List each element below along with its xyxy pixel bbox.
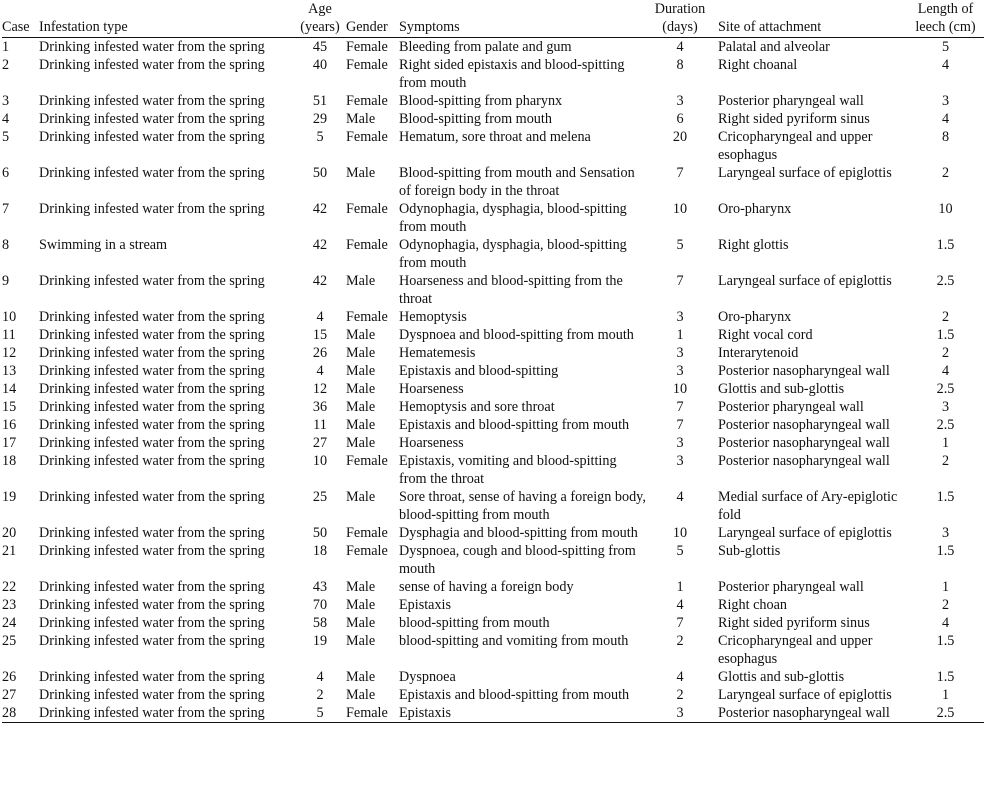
cell-infestation-type: Drinking infested water from the spring [39,309,265,325]
cell-site: Cricopharyngeal and upper esophagus [718,633,873,667]
cell-length: 1 [941,687,950,703]
cell-site: Laryngeal surface of epiglottis [718,273,892,289]
cell-infestation-type: Drinking infested water from the spring [39,669,265,685]
cell-gender: Female [346,543,388,559]
cell-duration: 3 [676,345,684,361]
cell-case: 5 [2,129,10,145]
cell-gender: Male [346,687,376,703]
cell-gender: Male [346,435,376,451]
cell-duration: 1 [676,327,684,343]
cell-gender: Male [346,327,376,343]
cell-length: 1.5 [936,237,955,253]
cell-duration: 10 [672,525,688,541]
cell-case: 16 [2,417,17,433]
cell-case: 27 [2,687,17,703]
cell-length: 1.5 [936,543,955,559]
cell-age: 11 [313,417,327,433]
cell-length: 2 [941,453,950,469]
cell-age: 29 [312,111,328,127]
cell-duration: 20 [672,129,688,145]
cell-case: 13 [2,363,17,379]
cell-gender: Male [346,417,376,433]
cell-duration: 7 [676,417,684,433]
cell-age: 4 [316,669,324,685]
cell-length: 1 [941,435,950,451]
cell-infestation-type: Drinking infested water from the spring [39,453,265,469]
cell-age: 5 [316,705,324,721]
cell-case: 12 [2,345,17,361]
cell-infestation-type: Drinking infested water from the spring [39,705,265,721]
cell-infestation-type: Drinking infested water from the spring [39,129,265,145]
cell-age: 40 [312,57,328,73]
header-length: Length of leech (cm) [915,1,976,35]
cell-site: Laryngeal surface of epiglottis [718,525,892,541]
cell-symptoms: Epistaxis, vomiting and blood-spitting from the throat [399,453,617,487]
cell-duration: 6 [676,111,684,127]
cell-length: 2.5 [936,417,955,433]
cell-symptoms: Dysphagia and blood-spitting from mouth [399,525,638,541]
cell-age: 27 [312,435,328,451]
cell-length: 1.5 [936,669,955,685]
cell-duration: 3 [676,453,684,469]
header-gender: Gender [346,19,388,35]
cell-gender: Female [346,39,388,55]
cell-gender: Male [346,273,376,289]
cell-site: Glottis and sub-glottis [718,669,845,685]
cell-gender: Female [346,453,388,469]
cell-infestation-type: Drinking infested water from the spring [39,417,265,433]
cell-infestation-type: Drinking infested water from the spring [39,381,265,397]
cell-infestation-type: Drinking infested water from the spring [39,399,265,415]
cell-site: Posterior pharyngeal wall [718,93,864,109]
cell-age: 5 [316,129,324,145]
cell-symptoms: Hematemesis [399,345,476,361]
cell-length: 10 [938,201,953,217]
cell-case: 15 [2,399,17,415]
cell-age: 50 [312,165,328,181]
cell-infestation-type: Drinking infested water from the spring [39,39,265,55]
cell-symptoms: Hemoptysis and sore throat [399,399,555,415]
cell-infestation-type: Drinking infested water from the spring [39,597,265,613]
cell-gender: Male [346,381,376,397]
cell-length: 2.5 [936,381,955,397]
cell-infestation-type: Drinking infested water from the spring [39,615,265,631]
cell-age: 42 [312,237,328,253]
cell-case: 2 [2,57,10,73]
cell-case: 20 [2,525,17,541]
cell-length: 2.5 [936,273,955,289]
table-row [2,128,984,164]
cell-site: Posterior pharyngeal wall [718,579,864,595]
cell-gender: Female [346,237,388,253]
cell-site: Cricopharyngeal and upper esophagus [718,129,873,163]
table-row [2,452,984,488]
cell-site: Posterior nasopharyngeal wall [718,363,890,379]
cell-duration: 10 [672,201,688,217]
table-header [2,0,984,38]
cell-length: 2 [941,165,950,181]
cell-length: 8 [941,129,950,145]
cell-symptoms: Dyspnoea, cough and blood-spitting from mouth [399,543,636,577]
table-row [2,668,984,686]
cell-symptoms: Epistaxis [399,597,452,613]
cell-infestation-type: Swimming in a stream [39,237,168,253]
table-row [2,596,984,614]
cell-length: 4 [941,615,950,631]
cell-age: 2 [316,687,324,703]
cell-gender: Male [346,399,376,415]
cell-duration: 3 [676,435,684,451]
cell-infestation-type: Drinking infested water from the spring [39,273,265,289]
cell-age: 15 [312,327,328,343]
cell-age: 25 [312,489,328,505]
table-row [2,578,984,596]
cell-length: 1 [941,579,950,595]
table-row [2,416,984,434]
cell-infestation-type: Drinking infested water from the spring [39,687,265,703]
cell-duration: 4 [676,489,684,505]
cell-case: 17 [2,435,17,451]
cell-symptoms: Blood-spitting from pharynx [399,93,563,109]
cell-gender: Male [346,615,376,631]
cell-case: 1 [2,39,10,55]
cell-infestation-type: Drinking infested water from the spring [39,345,265,361]
cell-symptoms: Epistaxis and blood-spitting from mouth [399,687,630,703]
cell-gender: Female [346,93,388,109]
cell-length: 1.5 [936,327,955,343]
cell-gender: Male [346,165,376,181]
cell-gender: Female [346,201,388,217]
table-row [2,362,984,380]
cell-length: 2.5 [936,705,955,721]
cell-symptoms: Blood-spitting from mouth [399,111,552,127]
cell-age: 42 [312,273,328,289]
cell-infestation-type: Drinking infested water from the spring [39,525,265,541]
cell-site: Right sided pyriform sinus [718,111,870,127]
cell-infestation-type: Drinking infested water from the spring [39,327,265,343]
cell-site: Interarytenoid [718,345,799,361]
table-row [2,308,984,326]
cell-case: 23 [2,597,17,613]
cell-symptoms: Epistaxis and blood-spitting [399,363,559,379]
cell-age: 4 [316,309,324,325]
cell-duration: 10 [672,381,688,397]
cell-infestation-type: Drinking infested water from the spring [39,363,265,379]
cell-site: Right choan [718,597,787,613]
cell-symptoms: Hematum, sore throat and melena [399,129,591,145]
cell-infestation-type: Drinking infested water from the spring [39,489,265,505]
cell-case: 22 [2,579,17,595]
cell-site: Posterior nasopharyngeal wall [718,453,890,469]
cell-length: 4 [941,57,950,73]
cell-age: 45 [312,39,328,55]
cell-symptoms: blood-spitting and vomiting from mouth [399,633,629,649]
cell-infestation-type: Drinking infested water from the spring [39,165,265,181]
cell-case: 26 [2,669,17,685]
cell-symptoms: Hoarseness and blood-spitting from the throat [399,273,623,307]
cell-case: 10 [2,309,17,325]
cell-symptoms: Right sided epistaxis and blood-spitting from mouth [399,57,625,91]
table-row [2,164,984,200]
cell-case: 19 [2,489,17,505]
cell-site: Medial surface of Ary-epiglotic fold [718,489,898,523]
cell-duration: 3 [676,309,684,325]
cell-site: Oro-pharynx [718,201,792,217]
cell-site: Right sided pyriform sinus [718,615,870,631]
cell-age: 26 [312,345,328,361]
cell-length: 3 [941,399,950,415]
cell-duration: 8 [676,57,684,73]
cell-age: 19 [312,633,328,649]
cell-site: Right glottis [718,237,789,253]
cell-gender: Male [346,633,376,649]
cell-duration: 4 [676,669,684,685]
header-row [2,0,984,38]
table-row [2,398,984,416]
cell-infestation-type: Drinking infested water from the spring [39,435,265,451]
cell-gender: Male [346,345,376,361]
header-symptoms: Symptoms [399,19,460,35]
cell-case: 18 [2,453,17,469]
cell-duration: 7 [676,615,684,631]
cell-length: 2 [941,597,950,613]
cell-case: 24 [2,615,17,631]
cell-symptoms: Hoarseness [399,381,464,397]
cell-infestation-type: Drinking infested water from the spring [39,579,265,595]
table-row [2,524,984,542]
cell-symptoms: Odynophagia, dysphagia, blood-spitting from mouth [399,237,627,271]
cell-gender: Female [346,309,388,325]
cell-age: 18 [312,543,328,559]
cell-gender: Male [346,489,376,505]
cell-symptoms: Epistaxis [399,705,452,721]
cell-age: 36 [312,399,328,415]
table-row [2,236,984,272]
cell-site: Sub-glottis [718,543,781,559]
table-row [2,704,984,723]
cell-symptoms: Blood-spitting from mouth and Sensation of foreign body in the throat [399,165,635,199]
cell-site: Palatal and alveolar [718,39,830,55]
cell-site: Laryngeal surface of epiglottis [718,165,892,181]
cell-site: Laryngeal surface of epiglottis [718,687,892,703]
cell-gender: Male [346,363,376,379]
table-row [2,686,984,704]
cell-site: Posterior nasopharyngeal wall [718,435,890,451]
cell-length: 4 [941,111,950,127]
cell-symptoms: blood-spitting from mouth [399,615,550,631]
cell-duration: 2 [676,633,684,649]
cell-length: 2 [941,345,950,361]
table-row [2,200,984,236]
cell-case: 25 [2,633,17,649]
cell-case: 4 [2,111,10,127]
cell-symptoms: Epistaxis and blood-spitting from mouth [399,417,630,433]
cell-length: 3 [941,93,950,109]
cell-duration: 2 [676,687,684,703]
table-row [2,92,984,110]
cell-symptoms: Dyspnoea and blood-spitting from mouth [399,327,634,343]
cell-duration: 5 [676,237,684,253]
cell-length: 3 [941,525,950,541]
table-row [2,434,984,452]
cell-gender: Female [346,129,388,145]
cell-site: Posterior nasopharyngeal wall [718,417,890,433]
cell-age: 50 [312,525,328,541]
cell-duration: 3 [676,93,684,109]
cell-infestation-type: Drinking infested water from the spring [39,93,265,109]
cell-duration: 7 [676,273,684,289]
cell-gender: Female [346,525,388,541]
header-case: Case [2,19,30,35]
cell-infestation-type: Drinking infested water from the spring [39,201,265,217]
table-row [2,614,984,632]
table-row [2,56,984,92]
cell-symptoms: Hoarseness [399,435,464,451]
cell-age: 10 [312,453,328,469]
cell-site: Oro-pharynx [718,309,792,325]
cell-duration: 4 [676,39,684,55]
cell-length: 4 [941,363,950,379]
cell-site: Right vocal cord [718,327,813,343]
cell-case: 3 [2,93,10,109]
cell-infestation-type: Drinking infested water from the spring [39,111,265,127]
cell-gender: Male [346,579,376,595]
cell-symptoms: Hemoptysis [399,309,467,325]
cell-gender: Female [346,705,388,721]
cell-site: Posterior pharyngeal wall [718,399,864,415]
cell-symptoms: Dyspnoea [399,669,456,685]
cell-duration: 7 [676,399,684,415]
cell-age: 58 [312,615,328,631]
table-row [2,488,984,524]
cell-infestation-type: Drinking infested water from the spring [39,57,265,73]
table-row [2,38,984,57]
cell-site: Glottis and sub-glottis [718,381,845,397]
cell-case: 7 [2,201,10,217]
cell-symptoms: Odynophagia, dysphagia, blood-spitting from mouth [399,201,627,235]
cell-duration: 1 [676,579,684,595]
cell-symptoms: sense of having a foreign body [399,579,574,595]
header-site: Site of attachment [718,19,822,35]
table-row [2,344,984,362]
cell-case: 21 [2,543,17,559]
cell-case: 9 [2,273,10,289]
cell-gender: Male [346,111,376,127]
cell-symptoms: Bleeding from palate and gum [399,39,572,55]
cell-case: 11 [2,327,16,343]
cell-length: 5 [941,39,950,55]
cell-case: 28 [2,705,17,721]
cell-length: 1.5 [936,489,955,505]
cell-gender: Female [346,57,388,73]
table-row [2,542,984,578]
header-duration: Duration (days) [654,1,706,35]
header-infestation-type: Infestation type [39,19,128,35]
table-row [2,632,984,668]
cell-duration: 4 [676,597,684,613]
table-row [2,272,984,308]
cell-age: 4 [316,363,324,379]
cell-duration: 7 [676,165,684,181]
cell-infestation-type: Drinking infested water from the spring [39,543,265,559]
cell-case: 8 [2,237,10,253]
cell-site: Right choanal [718,57,798,73]
cell-age: 70 [312,597,328,613]
table-body [2,38,984,723]
cell-length: 1.5 [936,633,955,649]
cell-symptoms: Sore throat, sense of having a foreign body, blood-spitting from mouth [399,489,646,523]
header-age: Age (years) [300,1,340,35]
cell-gender: Male [346,597,376,613]
table-row [2,380,984,398]
cell-age: 12 [312,381,328,397]
cell-site: Posterior nasopharyngeal wall [718,705,890,721]
cell-case: 14 [2,381,17,397]
cell-duration: 5 [676,543,684,559]
cell-age: 43 [312,579,328,595]
cell-infestation-type: Drinking infested water from the spring [39,633,265,649]
leech-cases-table [2,0,984,723]
cell-length: 2 [941,309,950,325]
cell-case: 6 [2,165,10,181]
table-row [2,110,984,128]
table-row [2,326,984,344]
cell-gender: Male [346,669,376,685]
cell-age: 42 [312,201,328,217]
cell-age: 51 [312,93,328,109]
cell-duration: 3 [676,363,684,379]
cell-duration: 3 [676,705,684,721]
